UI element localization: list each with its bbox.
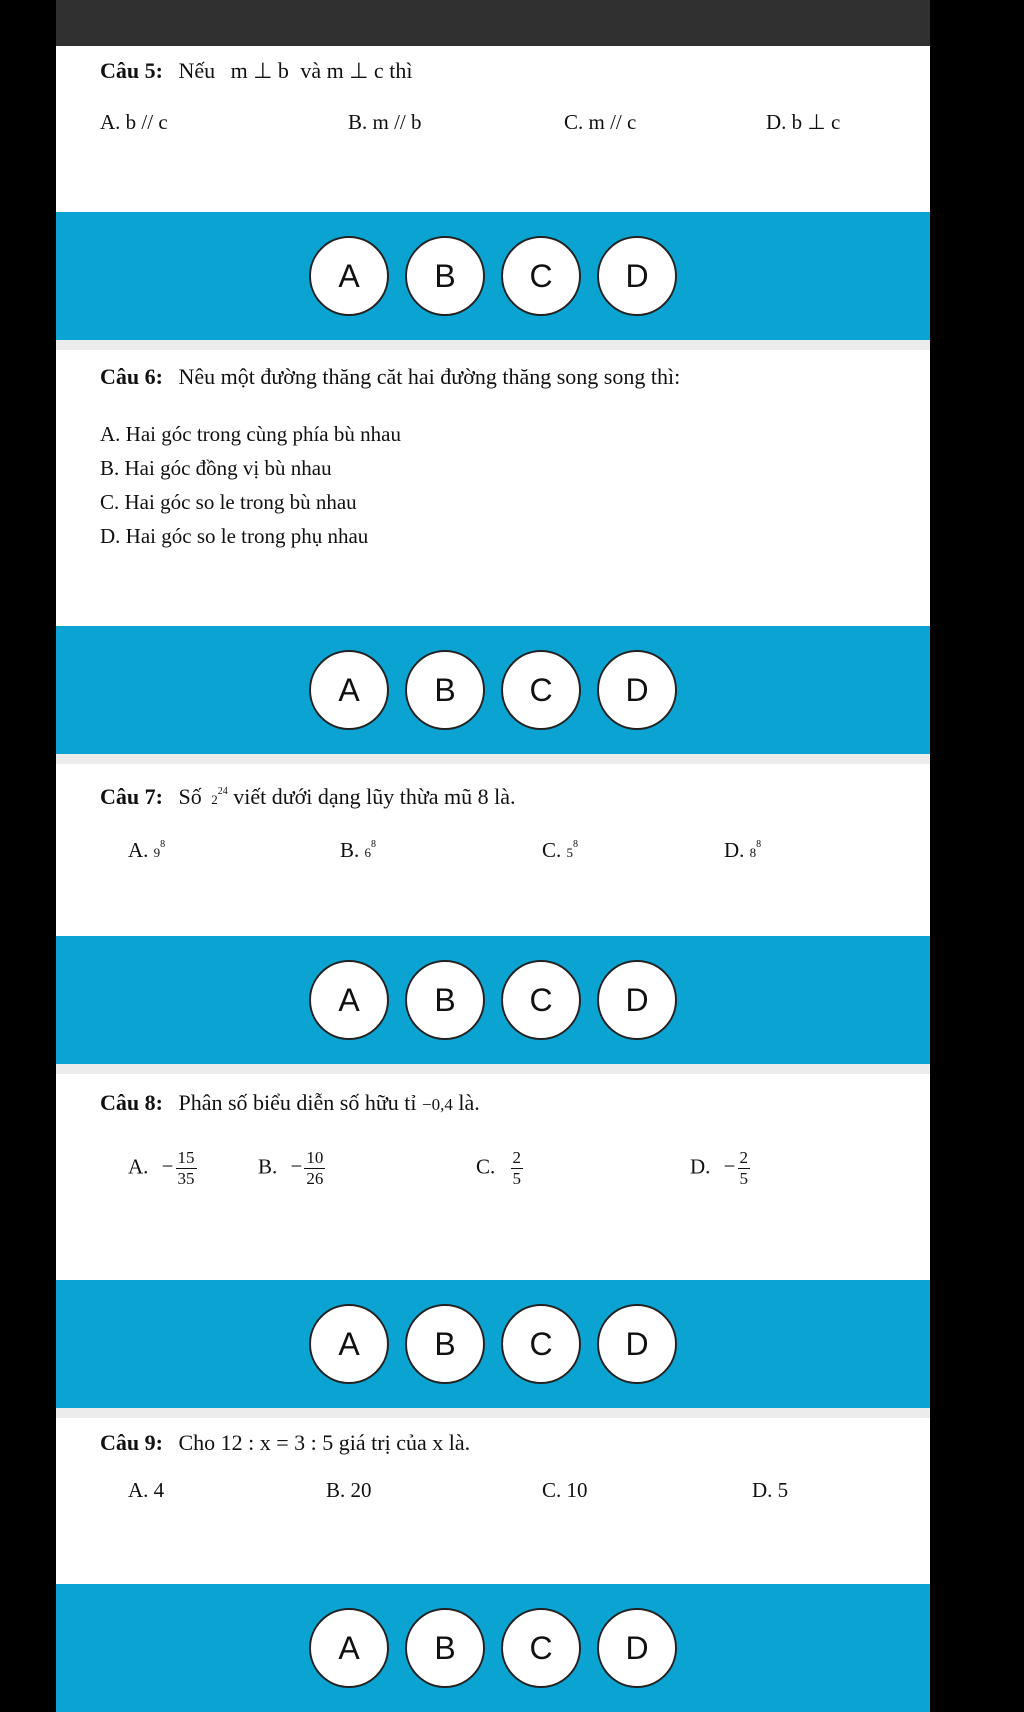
question-text: thì: [389, 58, 413, 83]
answer-d-button[interactable]: D: [597, 236, 677, 316]
status-bar: [56, 0, 930, 46]
question-card-5: [56, 46, 930, 212]
answer-b-button[interactable]: B: [405, 1608, 485, 1688]
divider: [56, 340, 930, 350]
option-d: D. b ⊥ c: [766, 110, 841, 134]
question-title: [100, 784, 516, 810]
question-math: m ⊥ b: [230, 58, 289, 83]
option-c: C. 10: [542, 1478, 588, 1502]
question-text: Nêu một đường thăng căt hai đường thăng song song thì:: [178, 364, 681, 389]
option-c: C. m // c: [564, 110, 637, 134]
option-a: A. b // c: [100, 110, 168, 134]
question-math: m ⊥ c: [326, 58, 384, 83]
answer-bar-9: [56, 1584, 930, 1712]
question-label: Câu 9:: [100, 1430, 163, 1455]
question-text: viết dưới dạng lũy thừa mũ 8 là.: [233, 784, 516, 809]
option-a: A. Hai góc trong cùng phía bù nhau: [100, 422, 401, 446]
option-a: A. $9^8$: [128, 838, 166, 862]
question-text: và: [300, 58, 322, 83]
question-card-6: [56, 350, 930, 626]
option-d: D. Hai góc so le trong phụ nhau: [100, 524, 369, 548]
option-b: B. m // b: [348, 110, 422, 134]
option-a: A. − $\frac{15}{35}$: [128, 1148, 195, 1188]
answer-c-button[interactable]: C: [501, 650, 581, 730]
option-c: C. Hai góc so le trong bù nhau: [100, 490, 357, 514]
question-math: −0,4: [421, 1095, 453, 1114]
option-b: B. 20: [326, 1478, 372, 1502]
answer-a-button[interactable]: A: [309, 650, 389, 730]
answer-b-button[interactable]: B: [405, 960, 485, 1040]
question-label: Câu 5:: [100, 58, 163, 83]
option-b: B. − $\frac{10}{26}$: [258, 1148, 324, 1188]
answer-a-button[interactable]: A: [309, 960, 389, 1040]
question-text: Cho: [178, 1430, 216, 1455]
answer-c-button[interactable]: C: [501, 236, 581, 316]
question-card-8: [56, 1074, 930, 1280]
answer-bar-6: [56, 626, 930, 754]
answer-d-button[interactable]: D: [597, 650, 677, 730]
option-c: C. $5^8$: [542, 838, 579, 862]
question-text: Số: [178, 784, 202, 809]
option-d: D. 5: [752, 1478, 789, 1502]
question-card-9: [56, 1418, 930, 1584]
question-title: [100, 1090, 480, 1116]
question-label: Câu 7:: [100, 784, 163, 809]
question-title: [100, 1430, 470, 1456]
divider: [56, 1408, 930, 1418]
divider: [56, 754, 930, 764]
option-d: D. − $\frac{2}{5}$: [690, 1148, 749, 1188]
option-b: B. Hai góc đồng vị bù nhau: [100, 456, 332, 480]
question-text: là.: [458, 1090, 480, 1115]
answer-c-button[interactable]: C: [501, 1608, 581, 1688]
power-base: 2: [211, 792, 218, 807]
answer-d-button[interactable]: D: [597, 1608, 677, 1688]
question-title: [100, 58, 412, 84]
question-text: giá trị của x là.: [338, 1430, 471, 1455]
question-title: [100, 364, 680, 390]
answer-c-button[interactable]: C: [501, 1304, 581, 1384]
answer-bar-7: [56, 936, 930, 1064]
answer-a-button[interactable]: A: [309, 236, 389, 316]
power-exponent: 24: [217, 786, 228, 797]
option-b: B. $6^8$: [340, 838, 377, 862]
answer-bar-8: [56, 1280, 930, 1408]
question-label: Câu 8:: [100, 1090, 163, 1115]
answer-b-button[interactable]: B: [405, 1304, 485, 1384]
answer-bar-5: [56, 212, 930, 340]
answer-a-button[interactable]: A: [309, 1608, 389, 1688]
option-c: C. $\frac{2}{5}$: [476, 1148, 522, 1188]
option-d: D. $8^8$: [724, 838, 762, 862]
option-a: A. 4: [128, 1478, 165, 1502]
answer-b-button[interactable]: B: [405, 650, 485, 730]
answer-d-button[interactable]: D: [597, 1304, 677, 1384]
question-card-7: [56, 764, 930, 936]
question-math: 12 : x = 3 : 5: [220, 1430, 334, 1455]
quiz-column: [56, 46, 930, 1712]
question-text: Phân số biểu diễn số hữu tỉ: [178, 1090, 417, 1115]
answer-d-button[interactable]: D: [597, 960, 677, 1040]
answer-a-button[interactable]: A: [309, 1304, 389, 1384]
answer-c-button[interactable]: C: [501, 960, 581, 1040]
question-text: Nếu: [178, 58, 216, 83]
question-label: Câu 6:: [100, 364, 163, 389]
divider: [56, 1064, 930, 1074]
answer-b-button[interactable]: B: [405, 236, 485, 316]
